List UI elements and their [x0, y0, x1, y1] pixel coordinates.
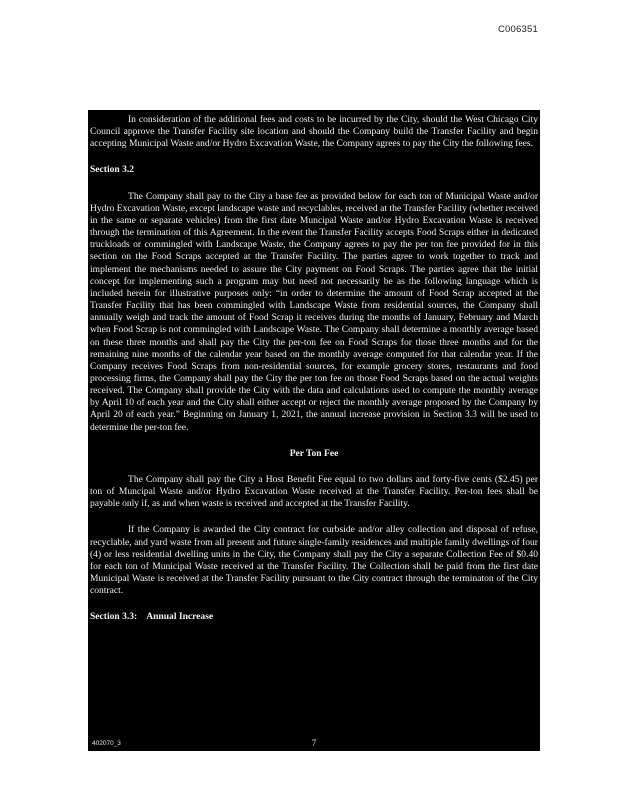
section-3-3-heading: Section 3.3: Annual Increase — [90, 611, 214, 623]
document-page — [88, 110, 540, 751]
base-fee-paragraph: The Company shall pay to the City a base fee as provided below for each ton of Municipal Waste and/or Hydro Excavation Waste, except landscape waste and recyclables, received at the Transfer Facility (whether received in the same or separate vehicles) from the first date Muncipal Waste and/or Hydro Excavation Waste is received through the termination of this Agreement. In the event the Transfer Facility accepts Food Scraps either in dedicated truckloads or commingled with Landscape Waste, the Company agrees to pay the per ton fee provided for in this section on the Food Scraps accepted at the Transfer Facility. The parties agree to work together to track and implement the mechanisms needed to assure the City payment on Food Scraps. The parties agree that the initial concept for implementing such a program may but need not necessarily be as the following language which is included herein for illustrative purposes only: “in order to determine the amount of Food Scrap accepted at the Transfer Facility that has been commingled with Landscape Waste from residential sources, the Company shall annually weigh and track the amount of Food Scrap it receives during the months of January, February and March when Food Scrap is not commingled with Landscape Waste. The Company shall determine a monthly average based on these three months and shall pay the City the per-ton fee on Food Scraps for those three months and for the remaining nine months of the calendar year based on the monthly average computed for that calendar year. If the Company receives Food Scraps from non-residential sources, for example grocery stores, restaurants and food processing firms, the Company shall pay the City the per ton fee on those Food Scraps based on the actual weights received. The Company shall provide the City with the data and calculations used to compute the monthly average by April 10 of each year and the City shall either accept or reject the monthly average proposed by the Company by April 20 of each year.” Beginning on January 1, 2021, the annual increase provision in Section 3.3 will be used to determine the per-ton fee. — [90, 190, 538, 433]
consideration-paragraph: In consideration of the additional fees and costs to be incurred by the City, should the West Chicago City Council approve the Transfer Facility site location and should the Company build the Transfer Facility and begin accepting Municipal Waste and/or Hydro Excavation Waste, the Company agrees to pay the City the following fees. — [90, 114, 538, 150]
per-ton-fee-heading: Per Ton Fee — [289, 447, 339, 459]
host-benefit-fee-paragraph: The Company shall pay the City a Host Benefit Fee equal to two dollars and forty-five cents ($2.45) per ton of Muncipal Waste and/or Hydro Excavation Waste received at the Transfer Facility. Per-ton fees shall be payable only if, as and when waste is received and accepted at the Transfer Facility. — [90, 473, 538, 510]
bates-number: C006351 — [498, 24, 538, 35]
section-3-2-heading: Section 3.2 — [90, 164, 135, 176]
collection-fee-paragraph: If the Company is awarded the City contract for curbside and/or alley collection and disposal of refuse, recyclable, and yard waste from all present and future single-family residences and multiple family dwellings of four (4) or less residential dwelling units in the City, the Company shall pay the City a separate Collection Fee of $0.40 for each ton of Municipal Waste received at the Transfer Facility. The Collection shall be paid from the first date Municipal Waste is received at the Transfer Facility pursuant to the City contract through the terminaton of the City contract. — [90, 524, 538, 597]
page-number: 7 — [311, 738, 317, 748]
footer-document-id: 402070_3 — [92, 740, 121, 747]
